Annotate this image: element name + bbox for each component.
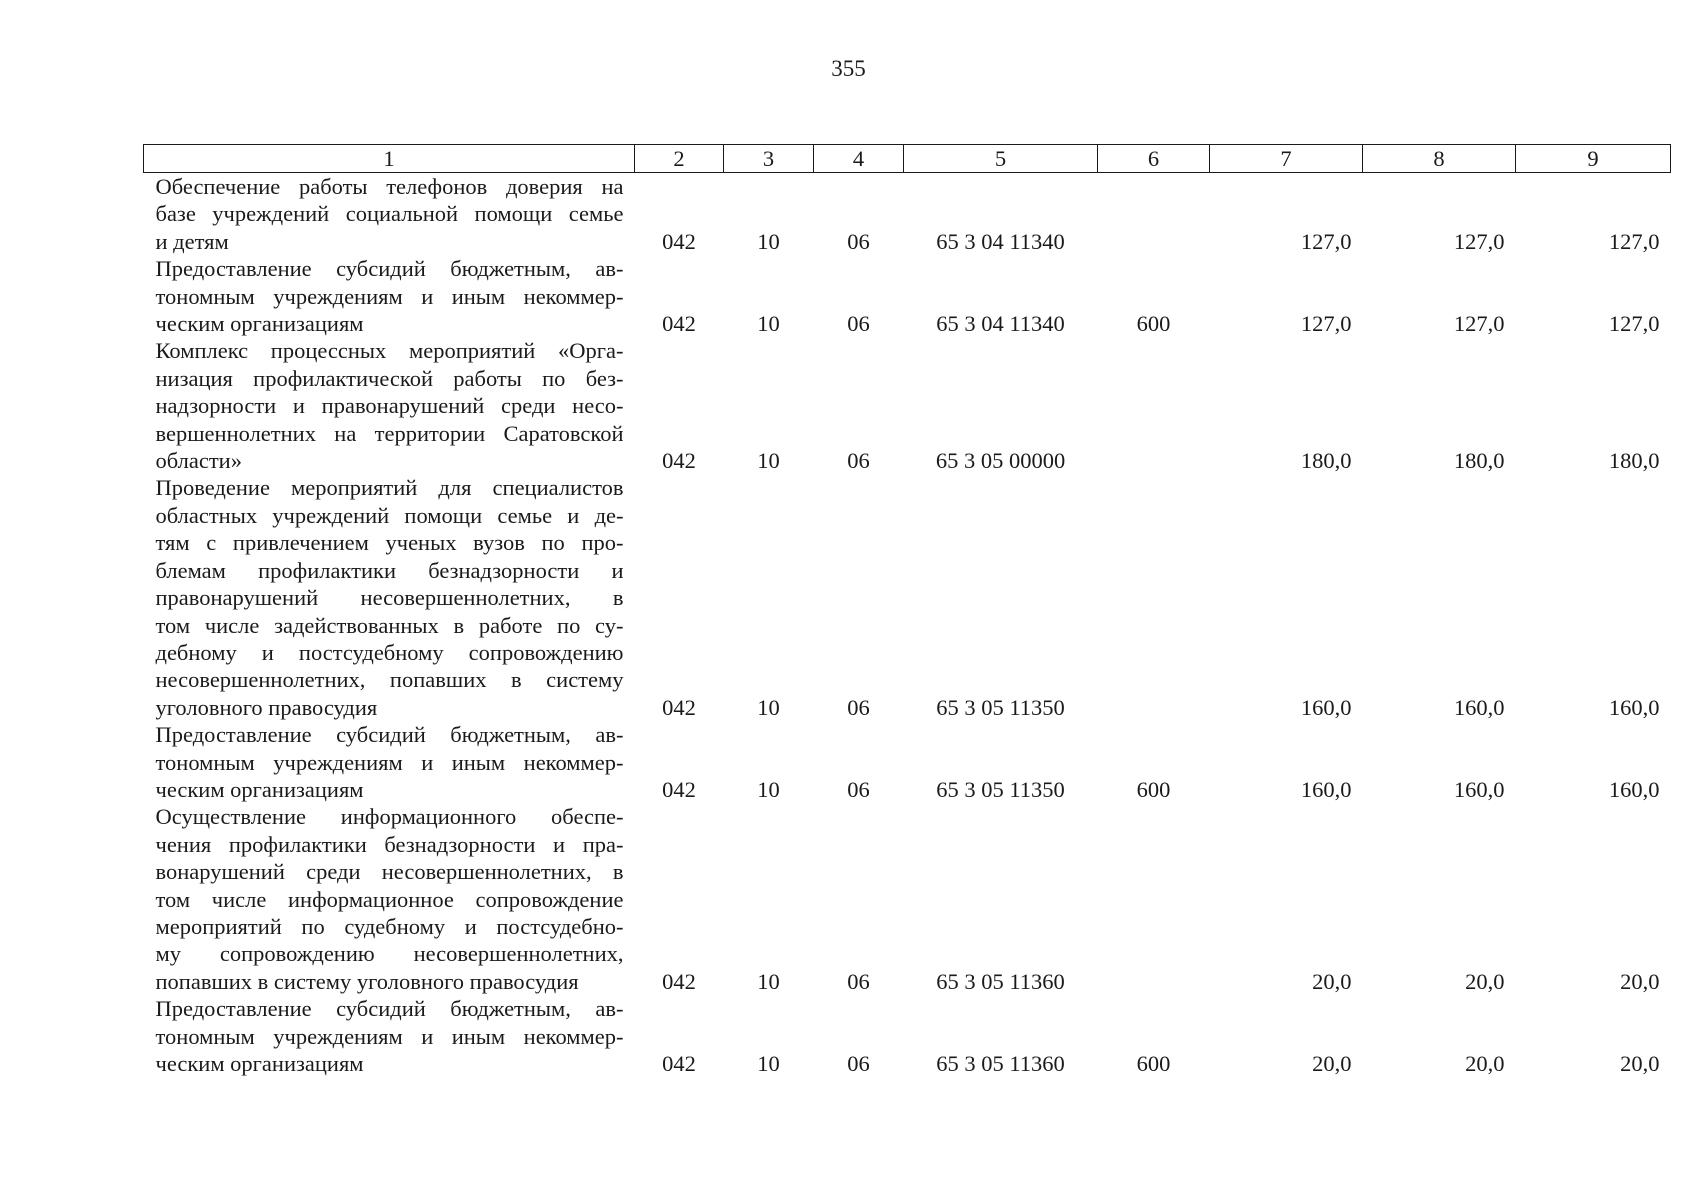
expense-name-line: мероприятий по судебному и постсудебно- — [155, 913, 624, 939]
table-body — [144, 173, 1671, 1078]
expense-name-line: надзорности и правонарушений среди несо- — [155, 393, 624, 419]
column-header: 4 — [814, 145, 904, 173]
expense-name-line: низация профилактической работы по без- — [155, 365, 624, 391]
cell-subsection: 06 — [847, 694, 870, 720]
cell-expense-type — [1098, 337, 1210, 474]
cell-amount-year2: 127,0 — [1453, 311, 1505, 337]
cell-amount-year3: 20,0 — [1620, 968, 1660, 994]
cell-amount-year3: 20,0 — [1620, 1051, 1660, 1076]
cell-section: 10 — [757, 694, 780, 720]
cell-section: 10 — [757, 228, 780, 254]
column-header: 1 — [144, 145, 635, 173]
expense-name-line: том числе задействованных в работе по су- — [155, 612, 624, 638]
cell-amount-year2: 180,0 — [1453, 448, 1505, 474]
cell-target-article: 65 3 05 11350 — [936, 776, 1065, 802]
cell-amount-year2: 20,0 — [1465, 968, 1505, 994]
cell-section: 10 — [757, 968, 780, 994]
cell-ministry-code: 042 — [662, 448, 696, 474]
cell-target-article: 65 3 05 00000 — [935, 448, 1066, 474]
cell-amount-year1: 127,0 — [1300, 311, 1352, 337]
expense-name-line: вершеннолетних на территории Саратовской — [155, 420, 624, 446]
table-row — [144, 255, 1671, 337]
cell-subsection: 06 — [847, 311, 870, 337]
cell-expense-type — [1098, 173, 1210, 256]
cell-ministry-code: 042 — [662, 968, 696, 994]
cell-subsection: 06 — [847, 448, 870, 474]
column-header: 8 — [1363, 145, 1516, 173]
column-header: 9 — [1516, 145, 1671, 173]
expense-name-line: базе учреждений социальной помощи семье — [155, 201, 624, 227]
expense-name-line: чения профилактики безнадзорности и пра- — [155, 831, 624, 857]
cell-amount-year3: 160,0 — [1608, 694, 1660, 720]
table-row — [144, 995, 1671, 1077]
cell-amount-year1: 160,0 — [1300, 694, 1352, 720]
expense-name-line: дебному и постсудебному сопровождению — [155, 639, 624, 665]
cell-ministry-code: 042 — [662, 694, 696, 720]
table-row — [144, 474, 1671, 721]
column-header: 5 — [904, 145, 1098, 173]
expense-name-line: уголовного правосудия — [155, 694, 378, 720]
cell-expense-name — [144, 474, 635, 721]
cell-subsection: 06 — [847, 968, 870, 994]
column-header: 7 — [1210, 145, 1363, 173]
cell-ministry-code: 042 — [662, 776, 696, 802]
cell-target-article: 65 3 05 11360 — [936, 968, 1065, 994]
cell-expense-type — [1098, 474, 1210, 721]
expense-name-line: тономным учреждениям и иным некоммер- — [155, 749, 624, 775]
cell-amount-year2: 160,0 — [1453, 694, 1505, 720]
cell-expense-type — [1098, 803, 1210, 995]
cell-ministry-code: 042 — [662, 1051, 696, 1076]
cell-amount-year3: 127,0 — [1608, 228, 1660, 254]
cell-amount-year1: 20,0 — [1312, 1051, 1352, 1076]
cell-target-article: 65 3 05 11360 — [936, 1051, 1065, 1076]
cell-target-article: 65 3 04 11340 — [936, 228, 1065, 254]
cell-amount-year2: 127,0 — [1453, 228, 1505, 254]
cell-ministry-code: 042 — [662, 228, 696, 254]
expense-name-line: Обеспечение работы телефонов доверия на — [155, 174, 624, 199]
expense-name-line: ческим организациям — [155, 776, 364, 802]
expense-name-line: ческим организациям — [155, 1051, 364, 1076]
column-header: 6 — [1098, 145, 1210, 173]
cell-amount-year3: 180,0 — [1608, 448, 1660, 474]
cell-expense-name — [144, 803, 635, 995]
cell-amount-year1: 127,0 — [1300, 228, 1352, 254]
cell-ministry-code: 042 — [662, 311, 696, 337]
expense-name-line: области» — [155, 448, 242, 474]
column-header: 2 — [635, 145, 724, 173]
expense-name-line: Предоставление субсидий бюджетным, ав- — [155, 996, 624, 1022]
cell-amount-year3: 160,0 — [1608, 776, 1660, 802]
expense-name-line: Осуществление информационного обеспе- — [155, 804, 624, 830]
table-row — [144, 337, 1671, 474]
cell-section: 10 — [757, 311, 780, 337]
expense-name-line: том числе информационное сопровождение — [155, 886, 624, 912]
page-number: 355 — [831, 56, 866, 81]
expense-name-line: тям с привлечением ученых вузов по про- — [155, 530, 624, 556]
cell-expense-name — [144, 255, 635, 337]
expense-name-line: областных учреждений помощи семье и де- — [155, 502, 624, 528]
expense-name-line: тономным учреждениям и иным некоммер- — [155, 1023, 624, 1049]
expense-name-line: му сопровождению несовершеннолетних, — [155, 941, 624, 967]
cell-section: 10 — [757, 776, 780, 802]
cell-amount-year1: 20,0 — [1312, 968, 1352, 994]
cell-expense-name — [144, 995, 635, 1077]
expense-name-line: ческим организациям — [155, 311, 364, 337]
expense-name-line: Предоставление субсидий бюджетным, ав- — [155, 256, 624, 282]
expense-name-line: попавших в систему уголовного правосудия — [155, 968, 579, 994]
cell-amount-year2: 20,0 — [1465, 1051, 1505, 1076]
expense-name-line: блемам профилактики безнадзорности и — [155, 557, 624, 583]
cell-expense-name — [144, 337, 635, 474]
table-row — [144, 803, 1671, 995]
cell-amount-year3: 127,0 — [1608, 311, 1660, 337]
cell-amount-year1: 180,0 — [1300, 448, 1352, 474]
expense-name-line: правонарушений несовершеннолетних, в — [155, 585, 624, 611]
column-header: 3 — [724, 145, 814, 173]
cell-subsection: 06 — [847, 228, 870, 254]
cell-expense-type: 600 — [1136, 1051, 1171, 1076]
cell-section: 10 — [757, 448, 780, 474]
cell-subsection: 06 — [847, 1051, 870, 1076]
table-row — [144, 173, 1671, 256]
cell-expense-type: 600 — [1136, 776, 1171, 802]
cell-expense-type: 600 — [1136, 311, 1171, 337]
table-row — [144, 721, 1671, 803]
expense-name-line: Проведение мероприятий для специалистов — [155, 475, 624, 501]
cell-expense-name — [144, 721, 635, 803]
cell-amount-year2: 160,0 — [1453, 776, 1505, 802]
cell-target-article: 65 3 05 11350 — [936, 694, 1065, 720]
cell-subsection: 06 — [847, 776, 870, 802]
expense-name-line: Комплекс процессных мероприятий «Орга- — [155, 338, 624, 364]
expense-name-line: тономным учреждениям и иным некоммер- — [155, 283, 624, 309]
cell-expense-name — [144, 173, 635, 256]
table-header-row — [144, 145, 1671, 173]
cell-target-article: 65 3 04 11340 — [936, 311, 1065, 337]
budget-table — [143, 144, 1671, 1077]
expense-name-line: несовершеннолетних, попавших в систему — [155, 667, 624, 693]
expense-name-line: Предоставление субсидий бюджетным, ав- — [155, 722, 624, 748]
expense-name-line: и детям — [155, 228, 229, 254]
cell-amount-year1: 160,0 — [1300, 776, 1352, 802]
cell-section: 10 — [757, 1051, 780, 1076]
expense-name-line: вонарушений среди несовершеннолетних, в — [155, 859, 624, 885]
